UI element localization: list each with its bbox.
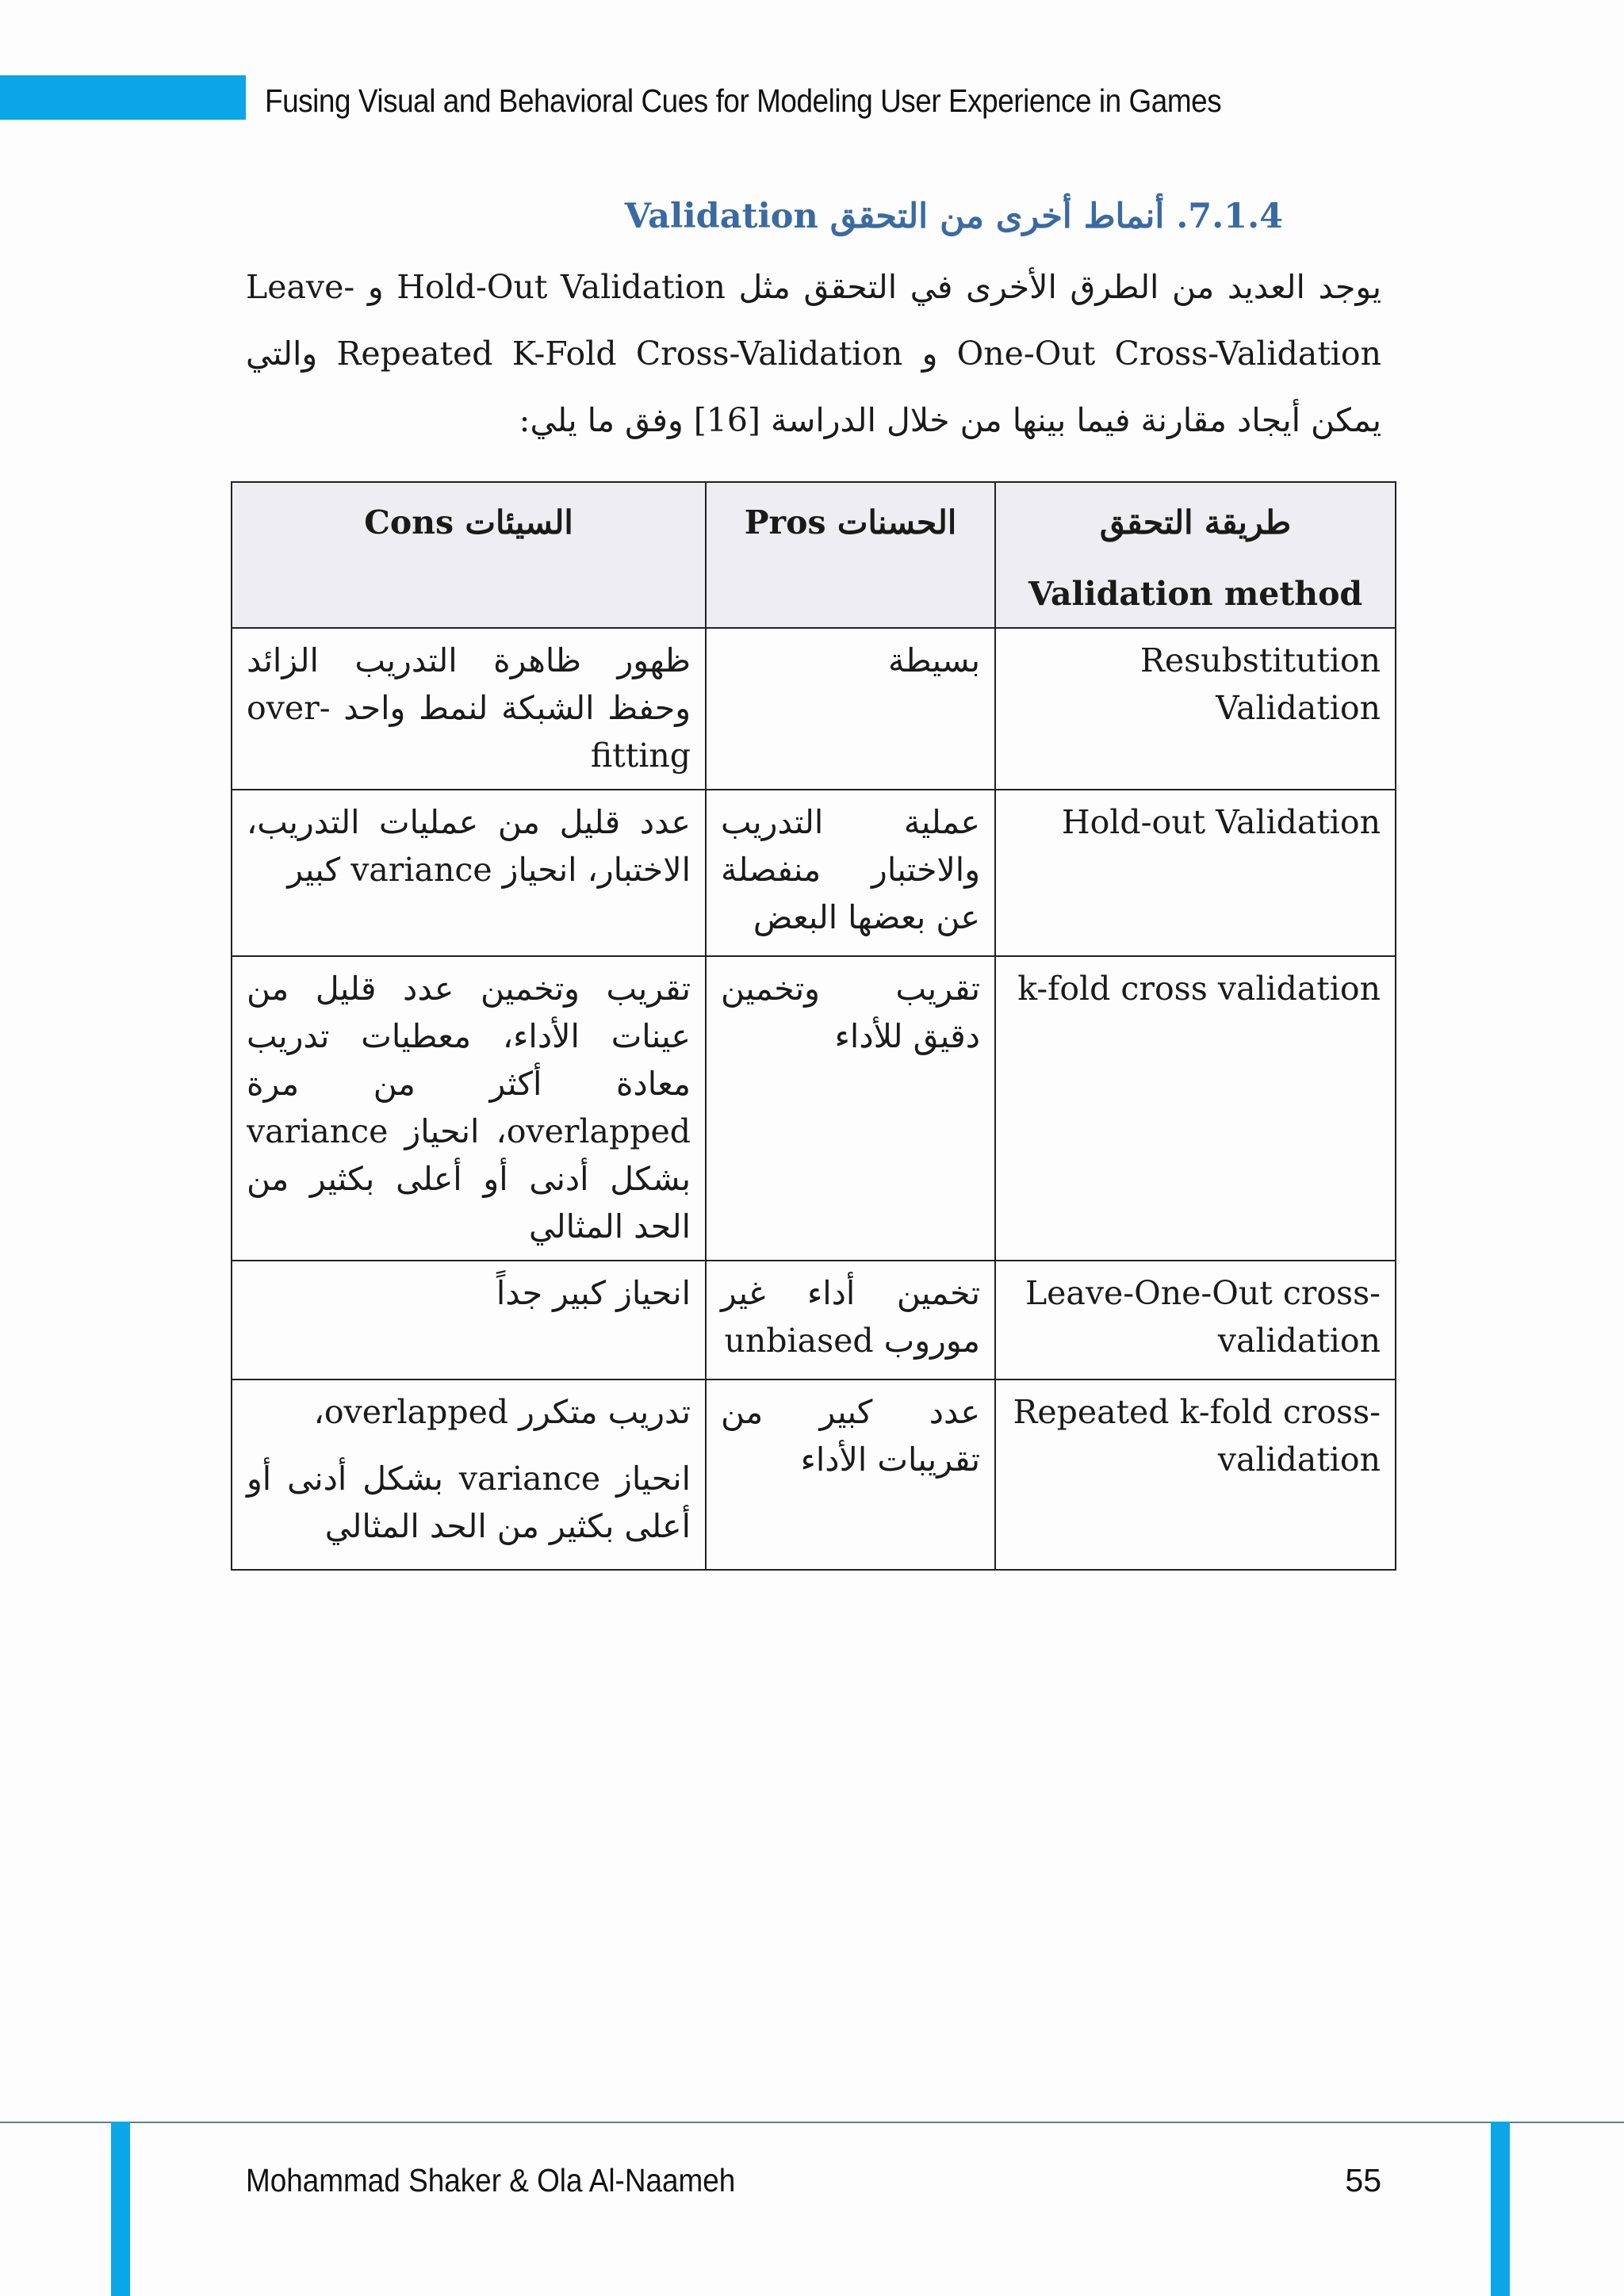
footer-accent-bar-left	[111, 2122, 130, 2296]
header-method-en: Validation method	[1028, 575, 1363, 613]
footer-accent-bar-right	[1491, 2122, 1510, 2296]
header-method-ar: طريقة التحقق	[1099, 503, 1292, 541]
method-cell: Repeated k-fold cross-validation	[995, 1380, 1396, 1570]
header-accent-bar	[0, 75, 246, 120]
footer-rule	[0, 2122, 1624, 2123]
pros-cell: عدد كبير من تقريبات الأداء	[706, 1380, 995, 1570]
method-cell: Hold-out Validation	[995, 790, 1396, 956]
cons-cell: انحياز كبير جداً	[232, 1261, 706, 1380]
cons-cell: تقريب وتخمين عدد قليل من عينات الأداء، معطيات تدريب معادة أكثر من مرة overlapped، انحياز variance بشكل أدنى أو أعلى بكثير من الحد المثالي	[232, 956, 706, 1261]
table-header-row	[232, 482, 1396, 628]
cons-cell	[232, 1380, 706, 1570]
footer-authors: Mohammad Shaker & Ola Al-Naameh	[246, 2162, 736, 2198]
header-cons: السيئات Cons	[232, 482, 706, 628]
table-row	[232, 956, 1396, 1261]
pros-cell: بسيطة	[706, 628, 995, 790]
pros-cell: تقريب وتخمين دقيق للأداء	[706, 956, 995, 1261]
table-row	[232, 628, 1396, 790]
table-row	[232, 1380, 1396, 1570]
pros-cell: عملية التدريب والاختبار منفصلة عن بعضها البعض	[706, 790, 995, 956]
validation-comparison-table	[231, 481, 1396, 1571]
pros-cell: تخمين أداء غير موروب unbiased	[706, 1261, 995, 1380]
section-heading: 7.1.4. أنماط أخرى من التحقق Validation	[624, 197, 1283, 236]
cons-cell-line: تدريب متكرر overlapped،	[313, 1393, 691, 1431]
header-method	[995, 482, 1396, 628]
table-row	[232, 790, 1396, 956]
cons-cell: عدد قليل من عمليات التدريب، الاختبار، انحياز variance كبير	[232, 790, 706, 956]
intro-paragraph: يوجد العديد من الطرق الأخرى في التحقق مثل Hold-Out Validation و Leave-One-Out Cross-Validation و Repeated K-Fold Cross-Validation والتي يمكن أيجاد مقارنة فيما بينها من خلال الدراسة [16] وفق ما يلي:	[246, 268, 1381, 439]
method-cell: Resubstitution Validation	[995, 628, 1396, 790]
cons-cell: ظهور ظاهرة التدريب الزائد وحفظ الشبكة لنمط واحد over-fitting	[232, 628, 706, 790]
header-pros: الحسنات Pros	[706, 482, 995, 628]
page-number: 55	[1345, 2162, 1381, 2198]
method-cell: Leave-One-Out cross-validation	[995, 1261, 1396, 1380]
running-header-title: Fusing Visual and Behavioral Cues for Modeling User Experience in Games	[265, 82, 1222, 119]
cons-cell-line: انحياز variance بشكل أدنى أو أعلى بكثير من الحد المثالي	[247, 1460, 691, 1545]
table-row	[232, 1261, 1396, 1380]
method-cell: k-fold cross validation	[995, 956, 1396, 1261]
